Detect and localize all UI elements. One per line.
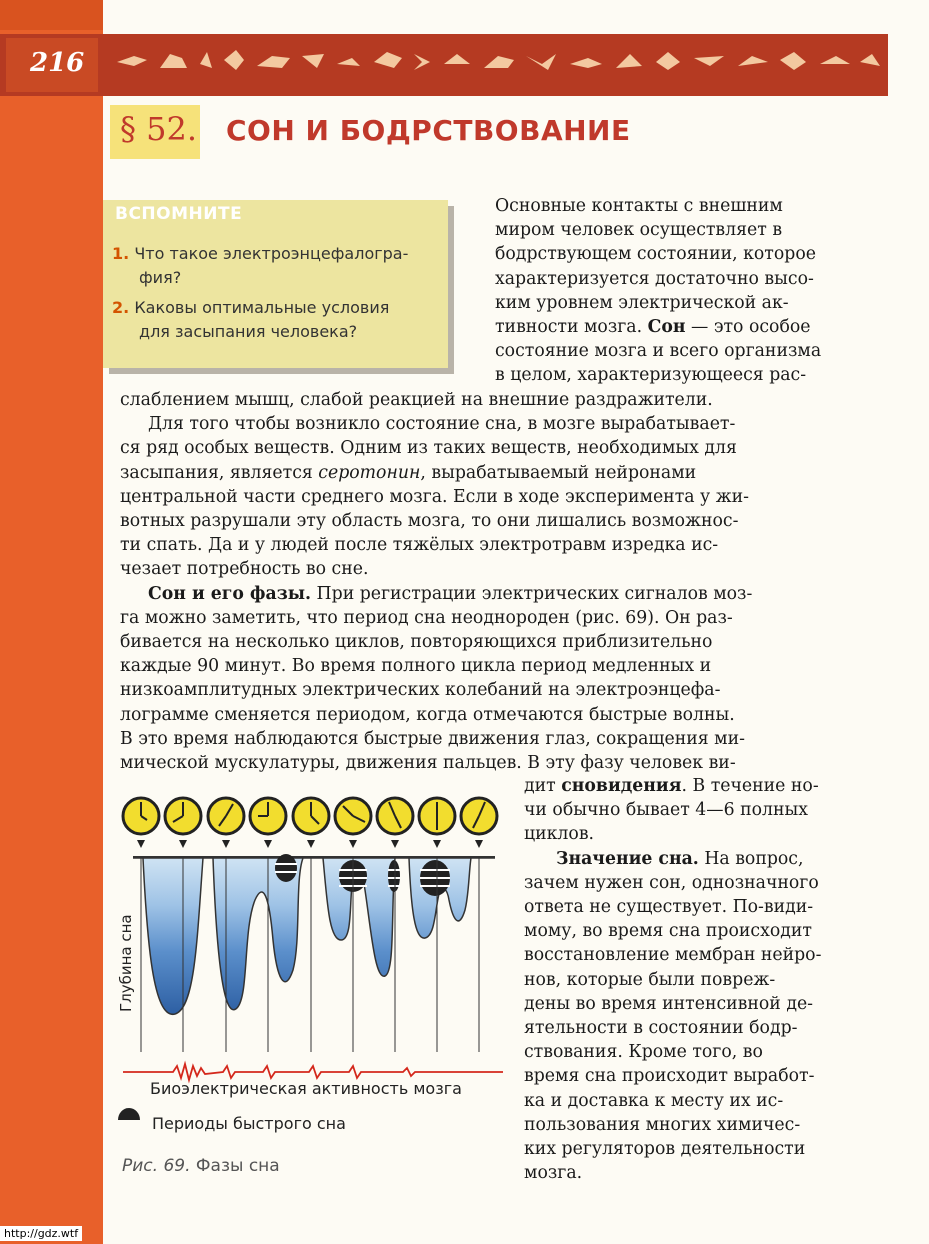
- clock-icon: [123, 798, 159, 834]
- recall-item-text-cont: для засыпания человека?: [139, 322, 358, 341]
- text-line: слаблением мышц, слабой реакцией на внешние раздражители.: [120, 390, 713, 410]
- text-line: лограмме сменяется периодом, когда отмечаются быстрые волны.: [120, 704, 735, 725]
- text-line: ствования. Кроме того, во: [524, 1042, 763, 1063]
- text-line: нов, которые были повреж-: [524, 969, 776, 990]
- text-line: дены во время интенсивной де-: [524, 993, 814, 1014]
- text-line: характеризуется достаточно высо-: [495, 268, 814, 289]
- recall-item-text: Что такое электроэнцефалогра-: [134, 244, 409, 263]
- text-line: [524, 774, 884, 798]
- section-number: § 52.: [120, 110, 198, 148]
- term-dreams: сновидения: [561, 776, 682, 796]
- text-line: низкоамплитудных электрических колебаний на электроэнцефа-: [120, 680, 721, 701]
- clock-row: [123, 798, 497, 834]
- figure-caption: [122, 1156, 280, 1176]
- left-margin-band-top: [0, 0, 103, 30]
- text-span: засыпания, является: [120, 462, 313, 483]
- text-span: , вырабатываемый нейронами: [420, 462, 697, 483]
- clock-icon: [293, 798, 329, 834]
- text-line: [524, 847, 884, 871]
- y-axis-label: Глубина сна: [117, 914, 135, 1012]
- text-line: зачем нужен сон, однозначного: [524, 872, 819, 893]
- text-line: га можно заметить, что период сна неоднороден (рис. 69). Он раз-: [120, 607, 733, 628]
- text-line: ка и доставка к месту их ис-: [524, 1090, 784, 1111]
- text-line: мической мускулатуры, движения пальцев. В эту фазу человек ви-: [120, 753, 736, 774]
- page-number: 216: [30, 48, 85, 78]
- rem-legend-label: Периоды быстрого сна: [152, 1114, 346, 1133]
- wave-label: Биоэлектрическая активность мозга: [150, 1079, 462, 1098]
- text-line: восстановление мембран нейро-: [524, 945, 822, 966]
- sleep-phases-figure: [113, 790, 513, 1120]
- text-line: вотных разрушали эту область мозга, то они лишались возможнос-: [120, 511, 739, 532]
- recall-item: [112, 242, 442, 290]
- text-span: — это особое: [685, 317, 811, 338]
- clock-pointers: [137, 840, 483, 848]
- text-line: ся ряд особых веществ. Одним из таких веществ, необходимых для: [120, 438, 737, 459]
- clock-icon: [165, 798, 201, 834]
- text-line: Для того чтобы возникло состояние сна, в мозге вырабатывает-: [148, 414, 736, 435]
- recall-item-number: 2.: [112, 298, 130, 317]
- subheading-phases: Сон и его фазы.: [148, 583, 312, 604]
- recall-item: [112, 296, 442, 344]
- clock-icon: [208, 798, 244, 834]
- animal-silhouettes-strip: [112, 44, 882, 78]
- paragraph-intro: [495, 194, 885, 388]
- text-line: В это время наблюдаются быстрые движения глаз, сокращения ми-: [120, 728, 745, 749]
- clock-icon: [335, 798, 371, 834]
- text-line: время сна происходит выработ-: [524, 1066, 815, 1087]
- text-line: каждые 90 минут. Во время полного цикла период медленных и: [120, 656, 712, 677]
- text-line: ответа не существует. По-види-: [524, 897, 814, 918]
- term-sleep: Сон: [647, 317, 686, 338]
- text-line: [495, 315, 885, 339]
- rem-legend-icon: [118, 1108, 140, 1120]
- text-line: циклов.: [524, 824, 595, 845]
- term-serotonin: серотонин: [318, 462, 421, 483]
- text-line: пользования многих химичес-: [524, 1114, 801, 1135]
- text-line: ти спать. Да и у людей после тяжёлых электротравм изредка ис-: [120, 535, 719, 556]
- text-line: [120, 582, 885, 606]
- text-span: . В течение но-: [681, 776, 819, 796]
- text-line: миром человек осуществляет в: [495, 220, 783, 241]
- recall-item-text-cont: фия?: [139, 268, 182, 287]
- text-line: ким уровнем электрической ак-: [495, 292, 789, 313]
- text-line: мому, во время сна происходит: [524, 921, 812, 942]
- text-line: мозга.: [524, 1163, 583, 1184]
- text-span: тивности мозга.: [495, 317, 643, 338]
- text-line: в целом, характеризующееся рас-: [495, 365, 807, 386]
- recall-item-text: Каковы оптимальные условия: [134, 298, 390, 317]
- text-line: бивается на несколько циклов, повторяющихся приблизительно: [120, 632, 713, 653]
- clock-icon: [419, 798, 455, 834]
- bioelectric-wave: [123, 1064, 503, 1080]
- clock-icon: [250, 798, 286, 834]
- text-line: бодрствующем состоянии, которое: [495, 244, 816, 265]
- clock-icon: [461, 798, 497, 834]
- text-span: При регистрации электрических сигналов моз-: [311, 583, 753, 604]
- text-line: центральной части среднего мозга. Если в ходе эксперимента у жи-: [120, 486, 749, 507]
- recall-item-number: 1.: [112, 244, 130, 263]
- subheading-meaning: Значение сна.: [556, 848, 699, 869]
- paragraph-right-column: [524, 774, 884, 1185]
- text-line: чи обычно бывает 4—6 полных: [524, 800, 808, 821]
- text-line: ких регуляторов деятельности: [524, 1139, 806, 1160]
- left-margin-band: [0, 0, 103, 1244]
- text-line: ятельности в состоянии бодр-: [524, 1018, 798, 1039]
- clock-icon: [377, 798, 413, 834]
- text-line: [120, 461, 885, 485]
- text-line: состояние мозга и всего организма: [495, 341, 822, 362]
- caption-prefix: Рис. 69.: [122, 1156, 191, 1176]
- text-line: Основные контакты с внешним: [495, 196, 783, 216]
- paragraph-main: [120, 388, 885, 775]
- section-title: СОН И БОДРСТВОВАНИЕ: [226, 114, 631, 147]
- text-span: На вопрос,: [698, 848, 804, 869]
- text-line: чезает потребность во сне.: [120, 559, 369, 580]
- caption-text: Фазы сна: [190, 1156, 280, 1176]
- text-span: дит: [524, 776, 556, 796]
- recall-title: ВСПОМНИТЕ: [115, 204, 243, 224]
- watermark-link[interactable]: http://gdz.wtf: [0, 1226, 82, 1241]
